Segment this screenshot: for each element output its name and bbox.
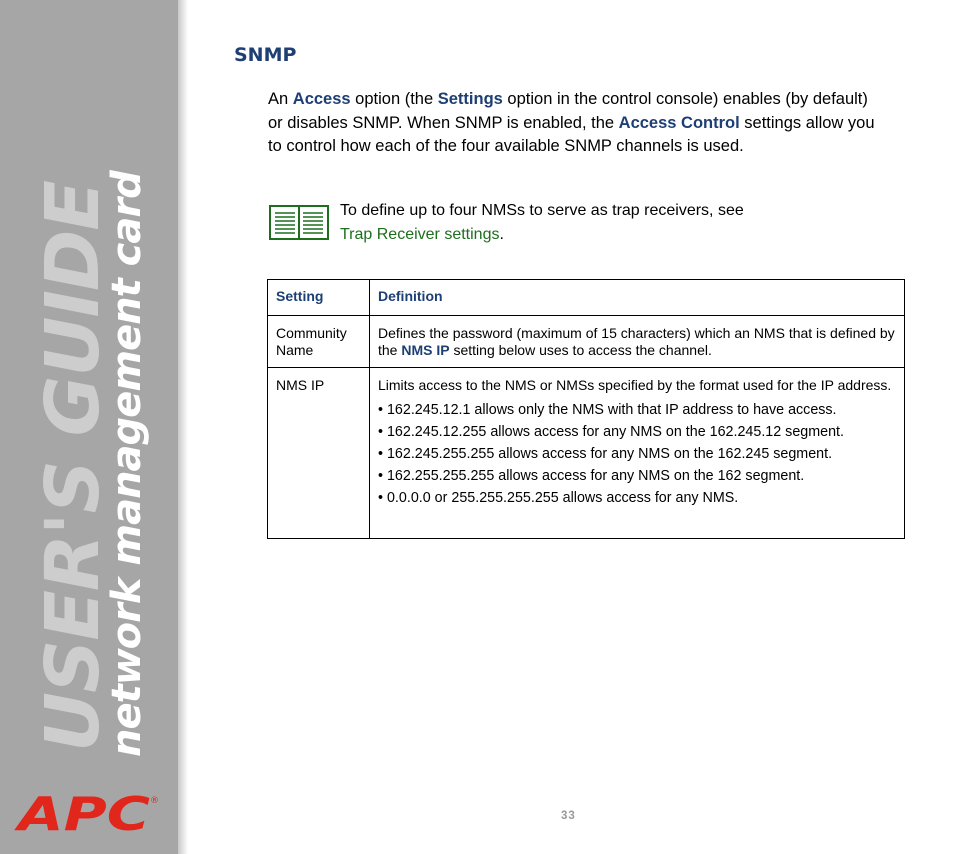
sidebar-shadow — [178, 0, 188, 854]
apc-logo — [14, 787, 159, 841]
list-item: • 162.245.12.1 allows only the NMS with that IP address to have access. — [378, 402, 896, 419]
keyword-nms-ip: NMS IP — [401, 342, 450, 358]
list-item: • 162.245.12.255 allows access for any NMS on the 162.245.12 segment. — [378, 424, 896, 441]
page-number: 33 — [561, 810, 576, 822]
section-heading: SNMP — [234, 44, 297, 66]
table-header-row — [268, 280, 905, 316]
keyword-access-control: Access Control — [618, 113, 740, 132]
keyword-settings: Settings — [437, 90, 503, 108]
guide-title: USER'S GUIDE — [30, 181, 116, 752]
header-setting: Setting — [268, 280, 370, 316]
guide-subtitle: network management card — [104, 171, 150, 757]
definition-community-name: Defines the password (maximum of 15 characters) which an NMS that is defined by the NMS IP setting below uses to access the channel. — [370, 316, 905, 368]
header-definition: Definition — [370, 280, 905, 316]
definition-nms-ip: Limits access to the NMS or NMSs specified by the format used for the IP address. • 162.245.12.1 allows only the NMS with that IP address to have access. • 162.245.12.255 allows access for any NMS on the 162.245.12 segment. • 162.245.255.255 allows access for any NMS on the 162.245 segment. • 162.255.255.255 allows access for any NMS on the 162 segment. • 0.0.0.0 or 255.255.255.255 allows access for any NMS. — [370, 368, 905, 539]
list-item: • 0.0.0.0 or 255.255.255.255 allows access for any NMS. — [378, 490, 896, 507]
setting-nms-ip: NMS IP — [268, 368, 370, 539]
table-row — [268, 368, 905, 539]
trap-receiver-link[interactable]: Trap Receiver settings — [340, 226, 500, 243]
table-row — [268, 316, 905, 368]
trap-receiver-note: To define up to four NMSs to serve as trap receivers, see Trap Receiver settings. — [340, 202, 744, 243]
keyword-access: Access — [292, 90, 351, 108]
intro-paragraph: An Access option (the Settings option in the control console) enables (by default) or disables SNMP. When SNMP is enabled, the Access Control settings allow you to control how each of the four available SNMP channels is used. — [268, 90, 875, 155]
ip-format-list — [378, 402, 896, 507]
snmp-settings-table — [267, 279, 905, 539]
list-item: • 162.255.255.255 allows access for any NMS on the 162 segment. — [378, 468, 896, 485]
book-icon — [269, 203, 329, 241]
list-item: • 162.245.255.255 allows access for any NMS on the 162.245 segment. — [378, 446, 896, 463]
setting-community-name: Community Name — [268, 316, 370, 368]
registered-mark: ® — [150, 796, 159, 806]
apc-logo-text: APC — [14, 787, 151, 841]
